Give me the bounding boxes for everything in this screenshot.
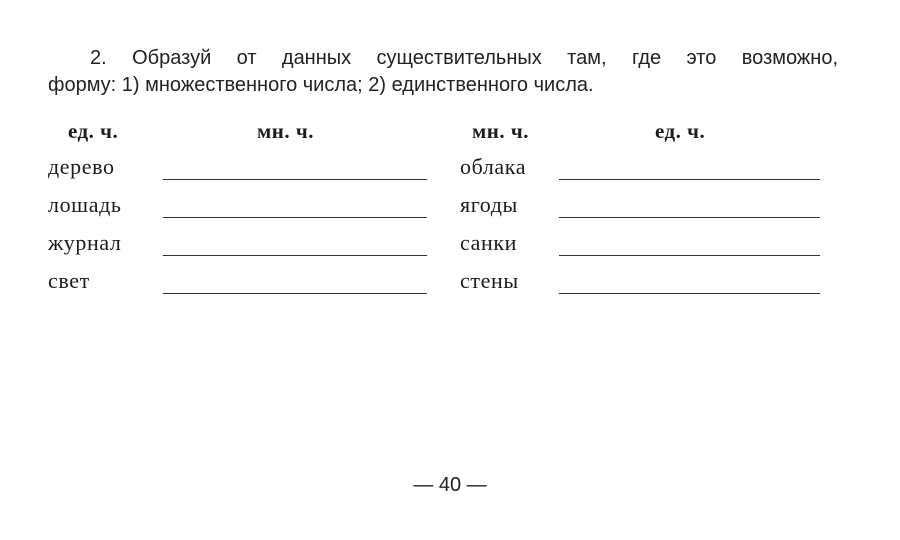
left-word: дерево xyxy=(48,154,115,179)
right-word: стены xyxy=(460,268,519,293)
answer-line[interactable] xyxy=(163,255,427,256)
answer-line[interactable] xyxy=(559,293,820,294)
page-number: — 40 — xyxy=(413,474,487,496)
answer-line[interactable] xyxy=(163,179,427,180)
answer-line[interactable] xyxy=(559,179,820,180)
answer-line[interactable] xyxy=(163,293,427,294)
right-header-singular: ед. ч. xyxy=(655,119,706,143)
left-header-singular: ед. ч. xyxy=(68,119,119,143)
left-word: журнал xyxy=(48,230,122,255)
answer-line[interactable] xyxy=(163,217,427,218)
left-row xyxy=(48,270,428,300)
answer-line[interactable] xyxy=(559,255,820,256)
right-word: ягоды xyxy=(460,192,518,217)
answer-line[interactable] xyxy=(559,217,820,218)
left-row xyxy=(48,232,428,262)
right-word: облака xyxy=(460,154,527,179)
right-row xyxy=(460,194,822,224)
right-row xyxy=(460,156,822,186)
task-instruction-line-1: 2. Образуй от данных существительных там, где это возможно, xyxy=(90,47,838,69)
right-row xyxy=(460,232,822,262)
left-word: лошадь xyxy=(48,192,122,217)
task-instruction-line-2: форму: 1) множественного числа; 2) единственного числа. xyxy=(48,74,594,96)
right-row xyxy=(460,270,822,300)
right-header-plural: мн. ч. xyxy=(472,119,529,143)
left-header-plural: мн. ч. xyxy=(257,119,314,143)
task-instruction xyxy=(48,45,838,99)
left-row xyxy=(48,156,428,186)
left-row xyxy=(48,194,428,224)
right-word: санки xyxy=(460,230,518,255)
left-word: свет xyxy=(48,268,90,293)
